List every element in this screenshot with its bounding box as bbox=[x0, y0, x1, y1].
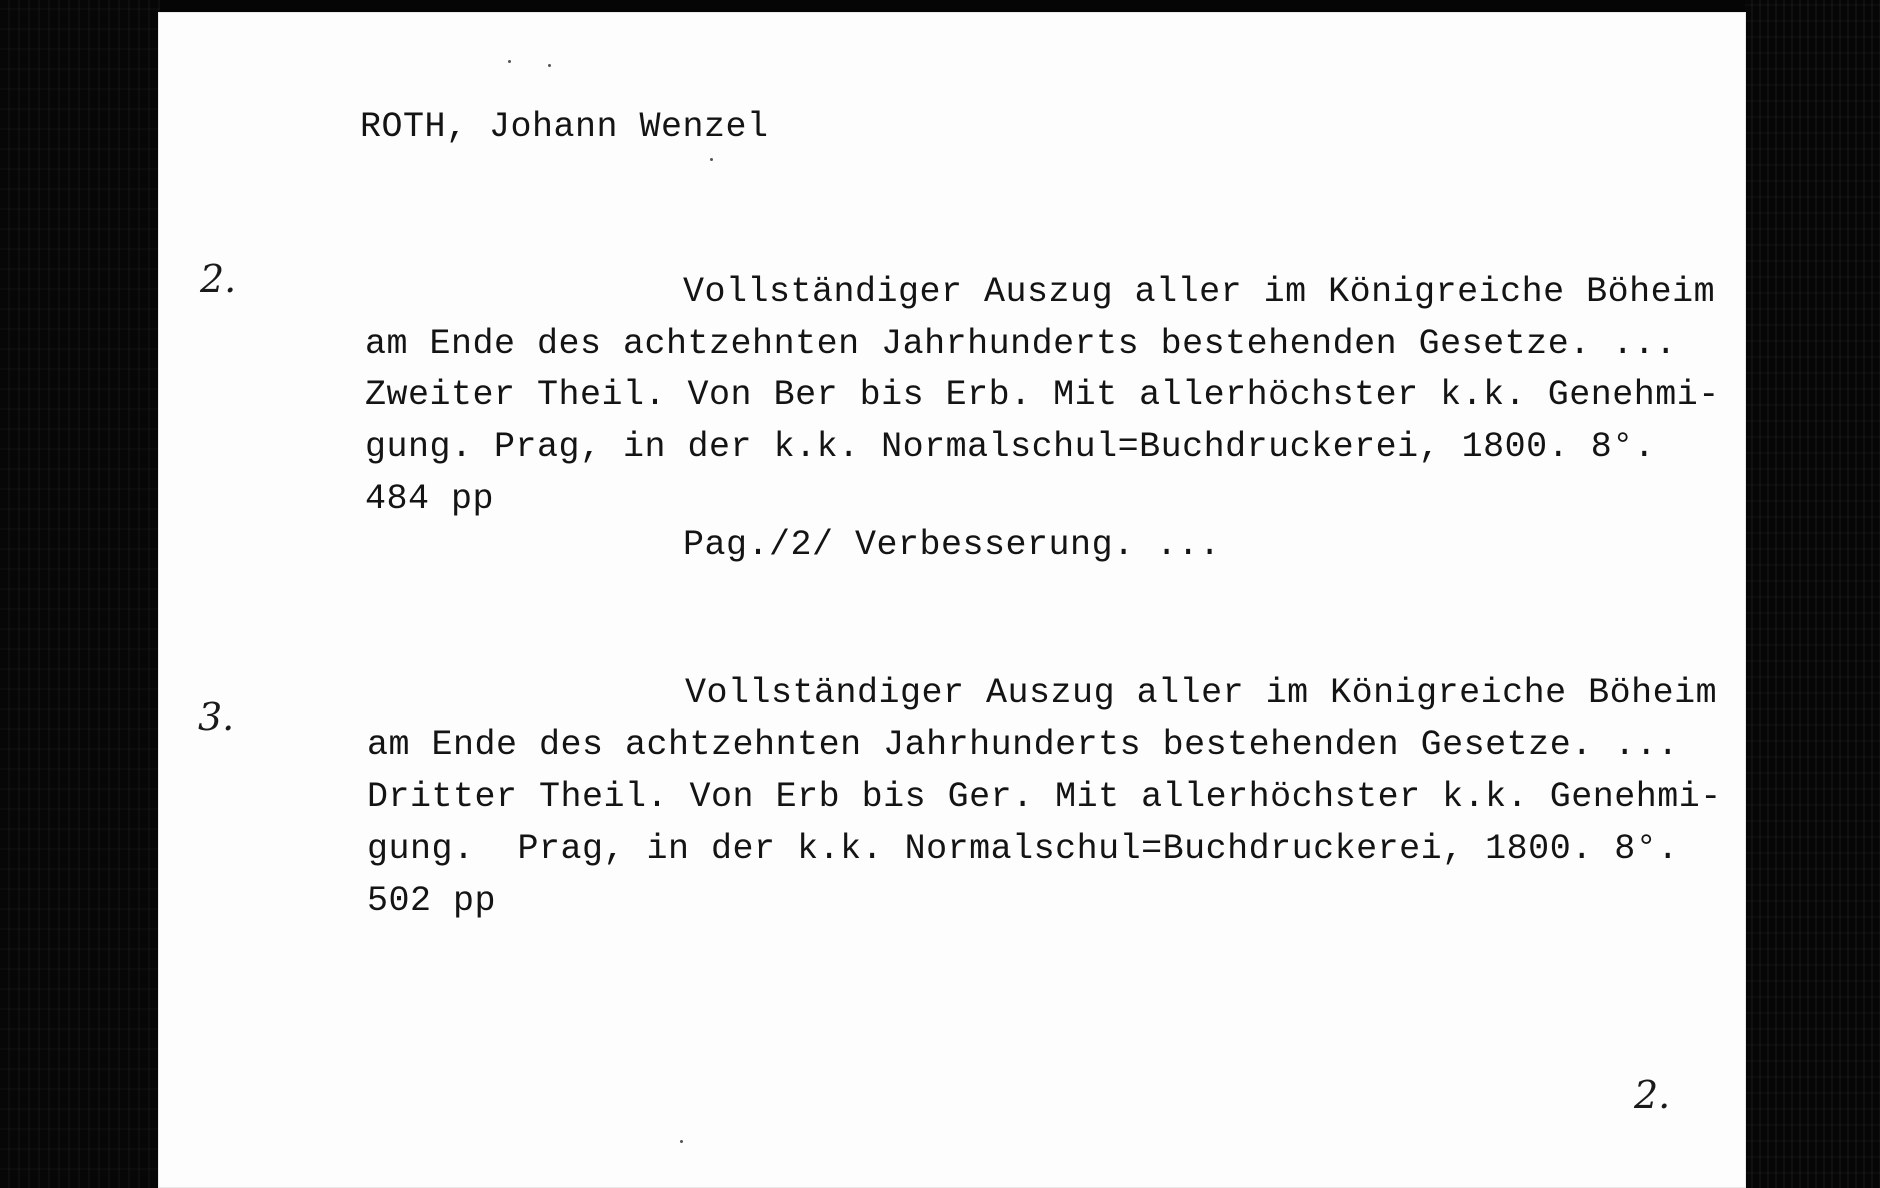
dust-speck bbox=[710, 158, 713, 161]
entry-line: gung. Prag, in der k.k. Normalschul=Buchdruckerei, 1800. 8°. bbox=[367, 829, 1679, 869]
entry-number: 2. bbox=[200, 257, 237, 301]
entry-line: 502 pp bbox=[367, 881, 497, 921]
card-footer-mark: 2. bbox=[1634, 1073, 1671, 1117]
entry-line: Dritter Theil. Von Erb bis Ger. Mit allerhöchster k.k. Genehmi- bbox=[367, 777, 1722, 817]
entry-line: Vollständiger Auszug aller im Königreiche Böheim bbox=[685, 673, 1718, 713]
film-edge-left bbox=[0, 0, 160, 1188]
card-heading: ROTH, Johann Wenzel bbox=[360, 107, 769, 147]
dust-speck bbox=[548, 64, 551, 67]
catalog-card bbox=[158, 12, 1746, 1188]
entry-line: gung. Prag, in der k.k. Normalschul=Buchdruckerei, 1800. 8°. bbox=[365, 427, 1656, 467]
entry-line: Vollständiger Auszug aller im Königreiche Böheim bbox=[683, 272, 1716, 312]
entry-line: 484 pp bbox=[365, 479, 495, 519]
dust-speck bbox=[508, 60, 511, 63]
film-edge-right bbox=[1745, 0, 1880, 1188]
entry-line: Zweiter Theil. Von Ber bis Erb. Mit allerhöchster k.k. Genehmi- bbox=[365, 375, 1720, 415]
entry-line: am Ende des achtzehnten Jahrhunderts bestehenden Gesetze. ... bbox=[367, 725, 1679, 765]
dust-speck bbox=[680, 1140, 683, 1143]
entry-line: Pag./2/ Verbesserung. ... bbox=[683, 525, 1221, 565]
entry-line: am Ende des achtzehnten Jahrhunderts bestehenden Gesetze. ... bbox=[365, 324, 1677, 364]
entry-number: 3. bbox=[198, 695, 235, 739]
